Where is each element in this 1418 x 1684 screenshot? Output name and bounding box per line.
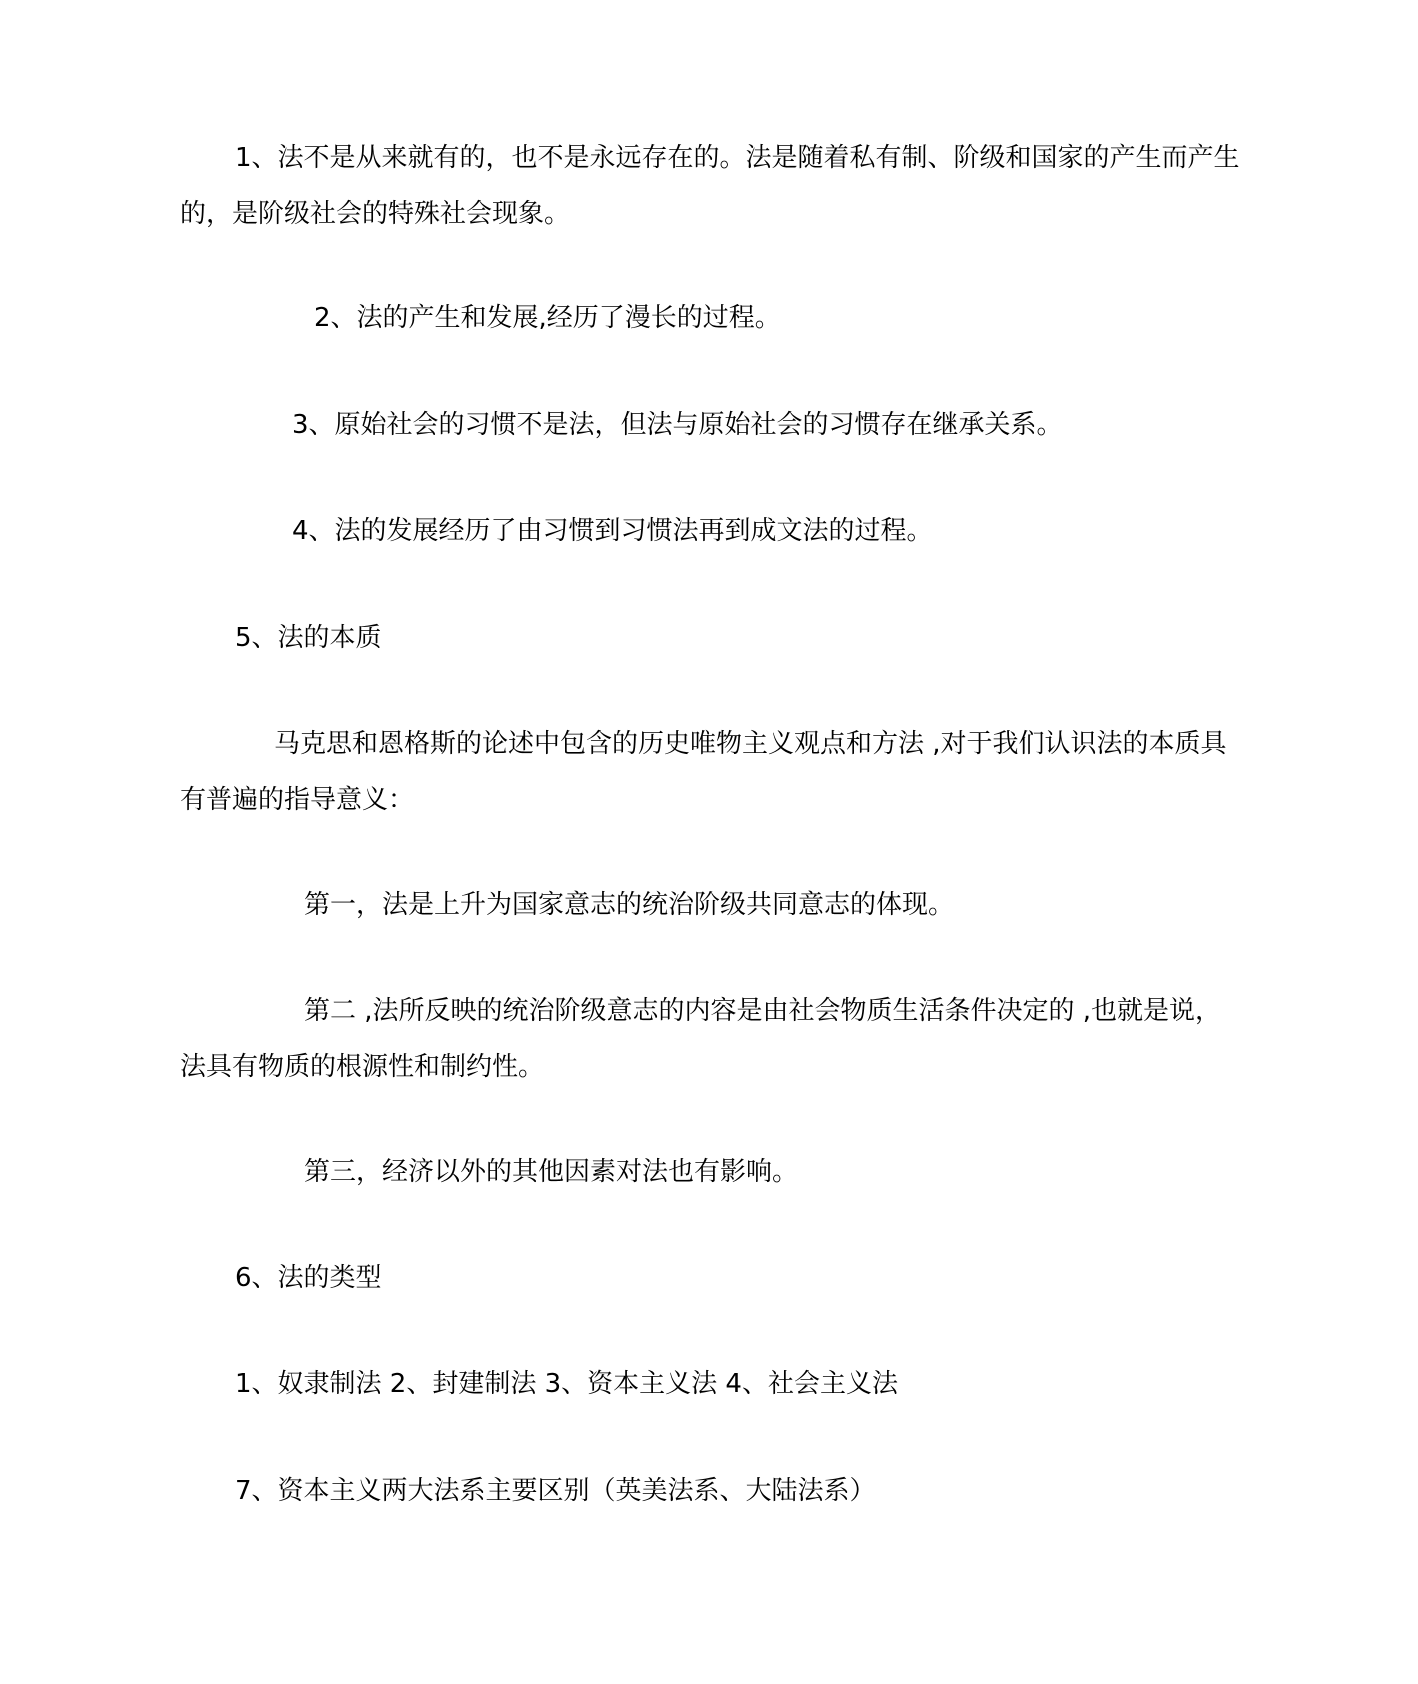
paragraph-third-point: 第三，经济以外的其他因素对法也有影响。	[304, 1157, 799, 1187]
paragraph-primitive-custom: 3、原始社会的习惯不是法，但法与原始社会的习惯存在继承关系。	[292, 410, 1063, 440]
paragraph-law-type-list: 1、奴隶制法 2、封建制法 3、资本主义法 4、社会主义法	[235, 1369, 898, 1399]
paragraph-law-origin: 1、法不是从来就有的，也不是永远存在的。法是随着私有制、阶级和国家的产生而产生的，是阶级社会的特殊社会现象。	[180, 143, 1240, 229]
section-heading-law-types: 6、法的类型	[235, 1263, 382, 1293]
paragraph-marx-engels: 马克思和恩格斯的论述中包含的历史唯物主义观点和方法 ,对于我们认识法的本质具有普遍的指导意义：	[180, 729, 1227, 815]
section-heading-law-essence: 5、法的本质	[235, 623, 382, 653]
paragraph-second-point: 第二 ,法所反映的统治阶级意志的内容是由社会物质生活条件决定的 ,也就是说，法具有物质的根源性和制约性。	[180, 996, 1222, 1082]
paragraph-custom-to-written-law: 4、法的发展经历了由习惯到习惯法再到成文法的过程。	[292, 516, 933, 546]
section-heading-legal-systems: 7、资本主义两大法系主要区别（英美法系、大陆法系）	[235, 1476, 876, 1506]
paragraph-law-development: 2、法的产生和发展,经历了漫长的过程。	[314, 303, 781, 333]
paragraph-first-point: 第一，法是上升为国家意志的统治阶级共同意志的体现。	[304, 890, 955, 920]
